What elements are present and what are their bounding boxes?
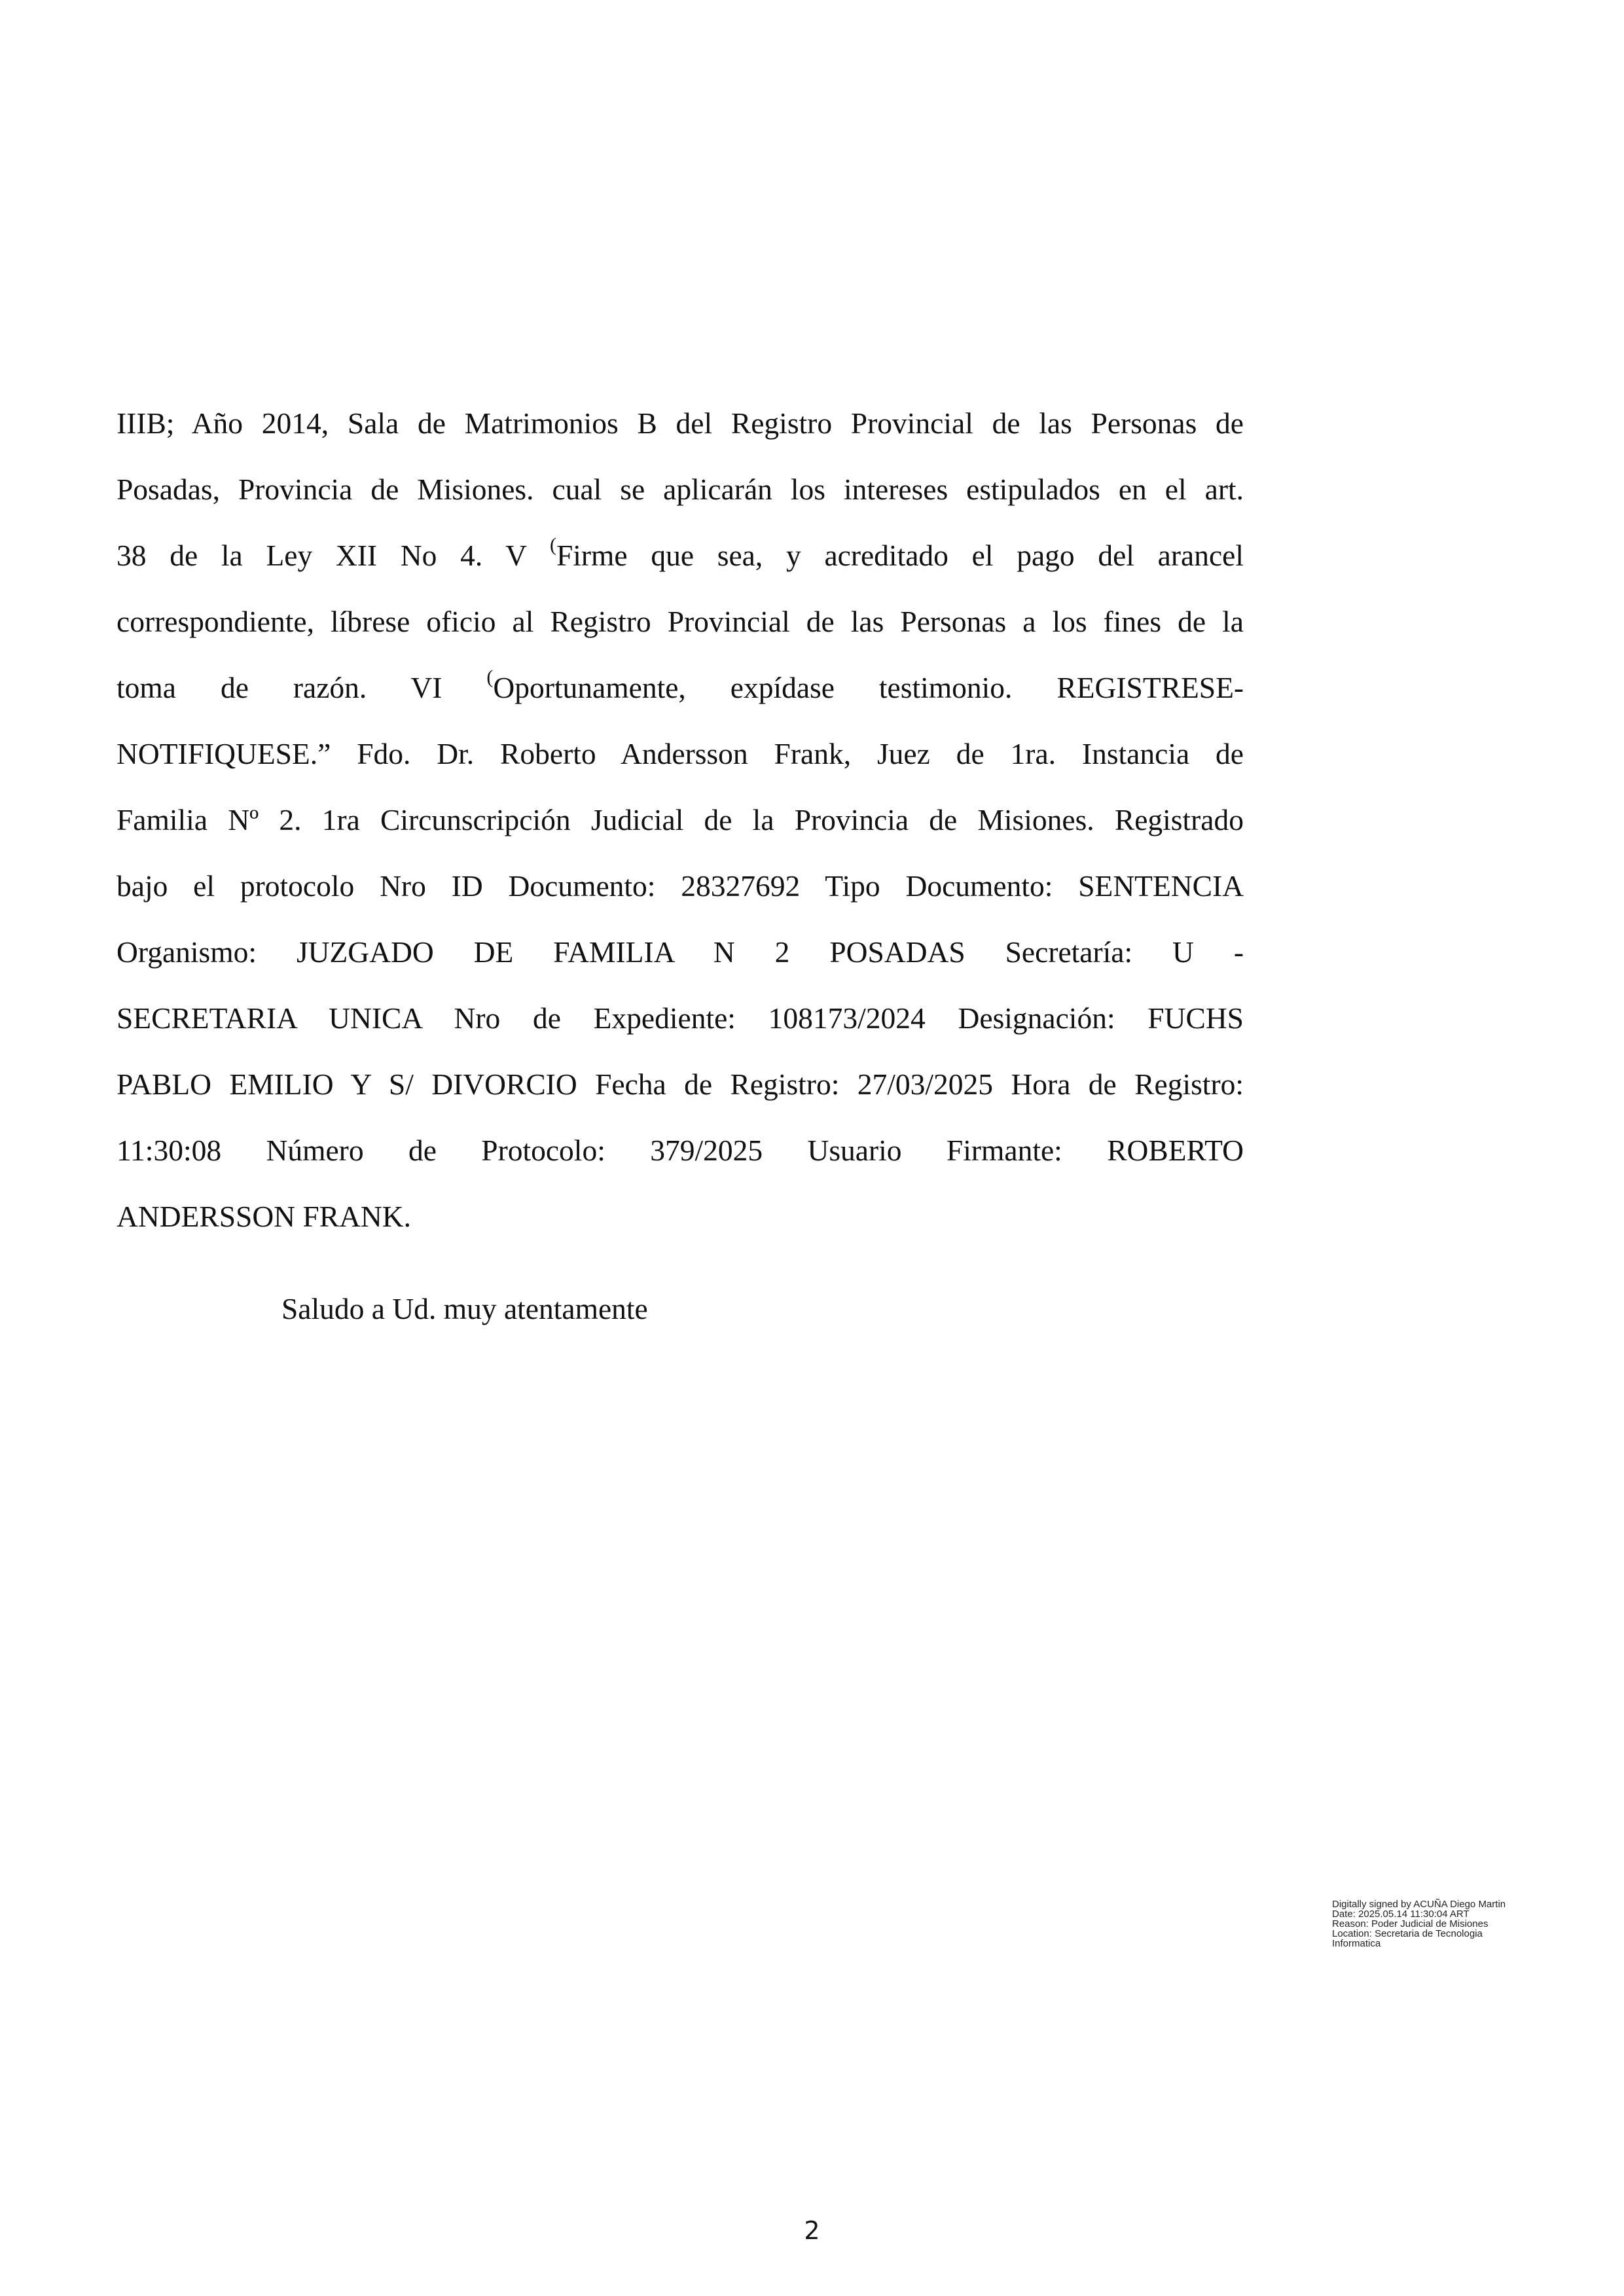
text-line: NOTIFIQUESE.” Fdo. Dr. Roberto Andersson Frank, Juez de 1ra. Instancia de — [117, 737, 1244, 770]
text-line: Posadas, Provincia de Misiones. cual se aplicarán los intereses estipulados en el art. — [117, 473, 1244, 506]
body-paragraph — [117, 390, 1244, 1249]
signature-reason: Reason: Poder Judicial de Misiones — [1332, 1918, 1489, 1929]
text-line: IIIB; Año 2014, Sala de Matrimonios B del Registro Provincial de las Personas de — [117, 406, 1244, 440]
text-line: correspondiente, líbrese oficio al Registro Provincial de las Personas a los fines de la — [117, 605, 1244, 638]
signature-signer: Digitally signed by ACUÑA Diego Martin — [1332, 1899, 1506, 1910]
text-segment: 38 de la Ley XII No 4. V — [117, 539, 527, 572]
text-line — [117, 655, 1244, 721]
text-segment: Firme que sea, y acreditado el pago del arancel — [556, 539, 1244, 572]
superscript-paren: ( — [549, 534, 556, 556]
digital-signature-block — [1332, 1899, 1548, 1948]
text-line: bajo el protocolo Nro ID Documento: 28327692 Tipo Documento: SENTENCIA — [117, 869, 1244, 903]
text-line: ANDERSSON FRANK. — [117, 1200, 412, 1233]
text-line: 11:30:08 Número de Protocolo: 379/2025 Usuario Firmante: ROBERTO — [117, 1134, 1244, 1167]
text-line — [117, 522, 1244, 588]
text-line: Familia Nº 2. 1ra Circunscripción Judicial de la Provincia de Misiones. Registrado — [117, 803, 1244, 836]
signature-date: Date: 2025.05.14 11:30:04 ART — [1332, 1909, 1470, 1920]
text-line: PABLO EMILIO Y S/ DIVORCIO Fecha de Registro: 27/03/2025 Hora de Registro: — [117, 1067, 1244, 1101]
superscript-paren: ( — [486, 666, 494, 688]
text-segment: toma de razón. VI — [117, 671, 442, 704]
signature-location: Location: Secretaria de Tecnologia — [1332, 1928, 1483, 1939]
text-segment: Oportunamente, expídase testimonio. REGISTRESE- — [493, 671, 1244, 704]
page-number: 2 — [804, 2216, 820, 2245]
text-line: SECRETARIA UNICA Nro de Expediente: 108173/2024 Designación: FUCHS — [117, 1001, 1244, 1035]
closing-salutation: Saludo a Ud. muy atentamente — [281, 1292, 648, 1325]
text-line: Organismo: JUZGADO DE FAMILIA N 2 POSADAS Secretaría: U - — [117, 935, 1244, 969]
signature-location-cont: Informatica — [1332, 1938, 1381, 1949]
